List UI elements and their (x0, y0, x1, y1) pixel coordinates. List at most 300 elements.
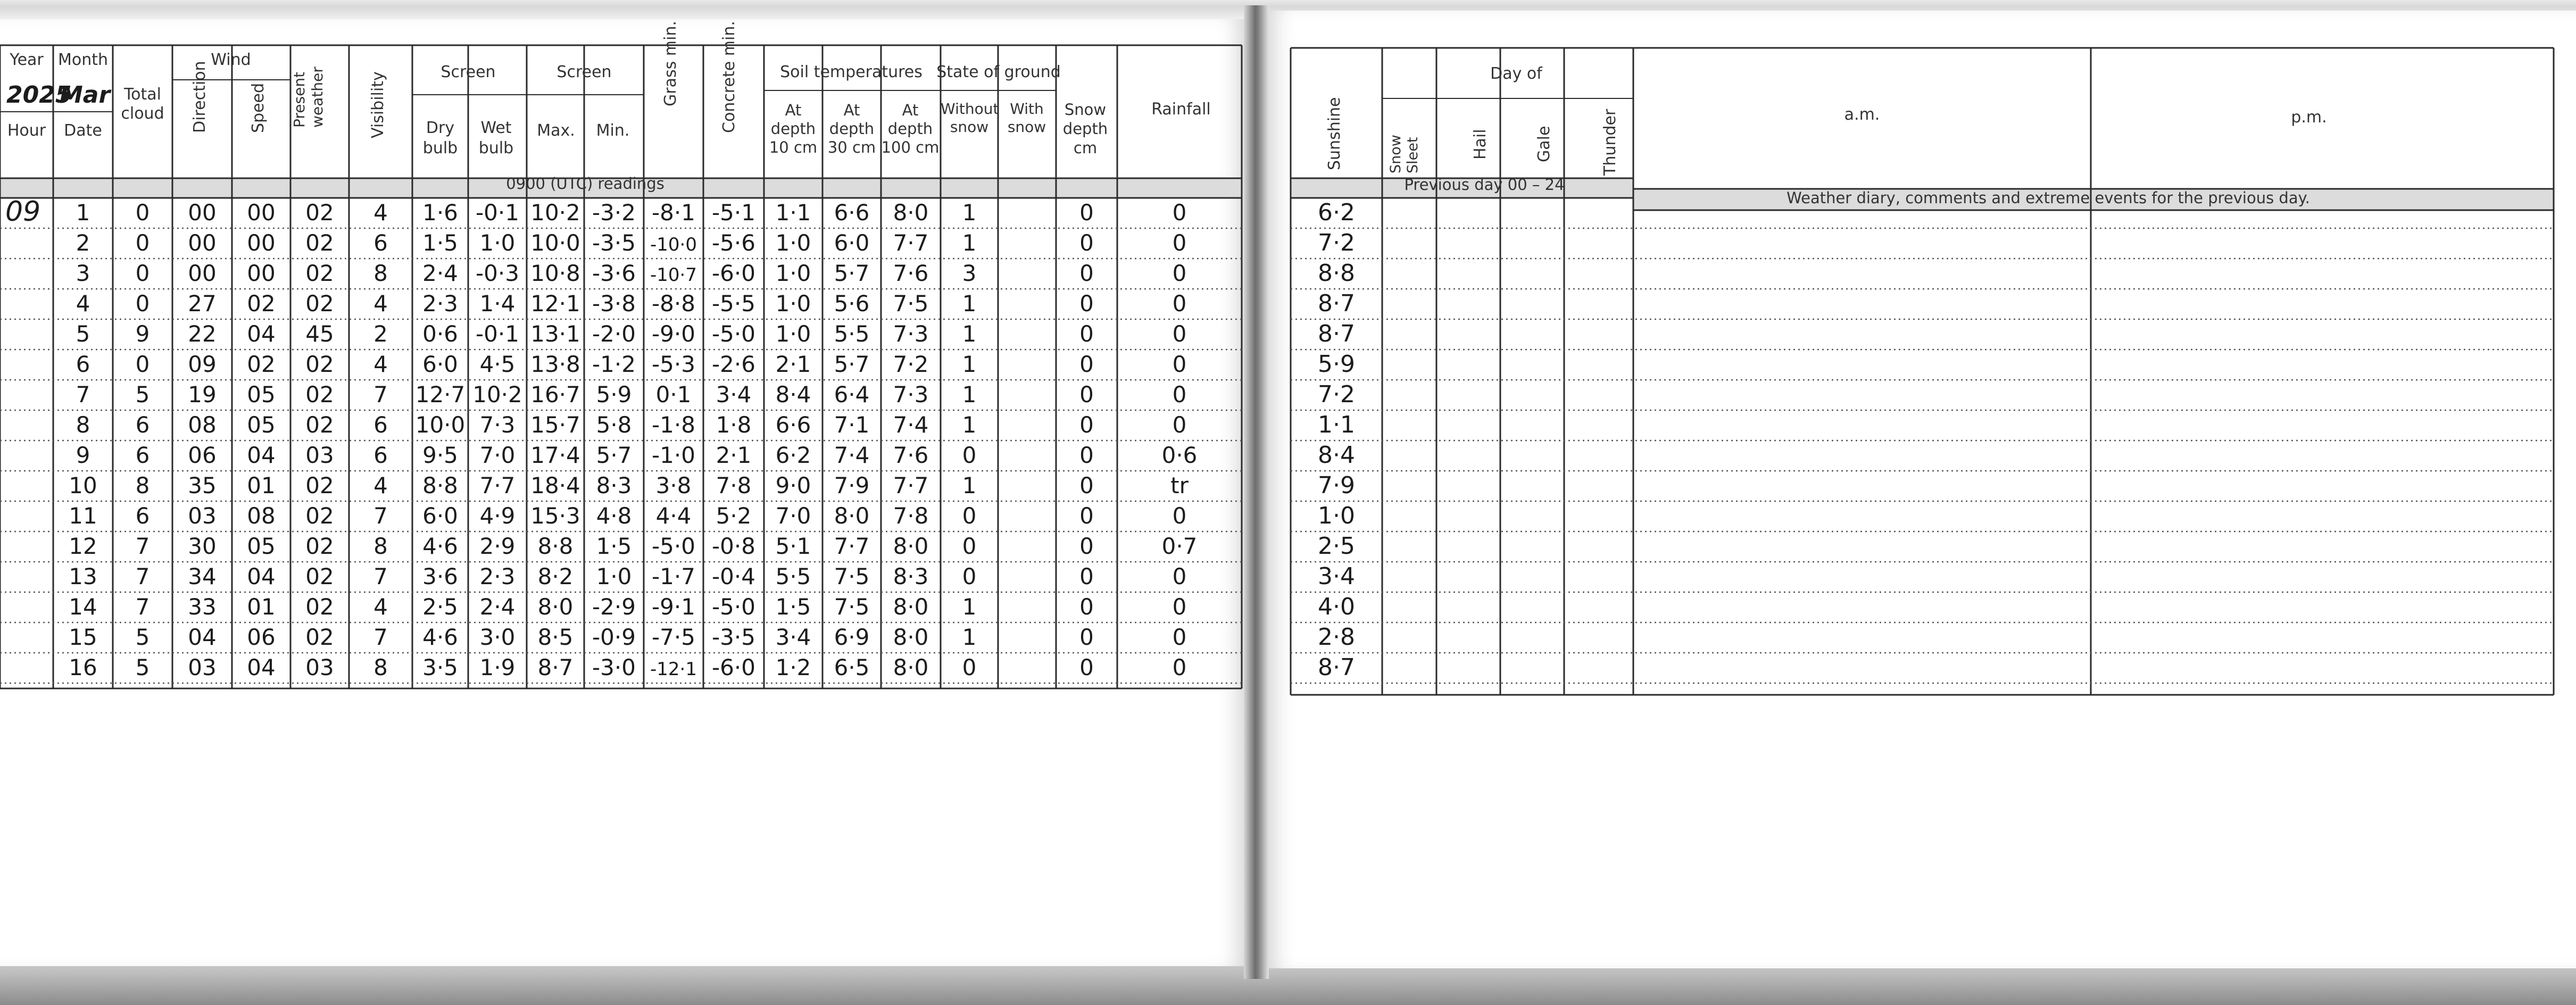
cell-without: 0 (962, 442, 977, 468)
year-value: 2025 (6, 81, 72, 109)
cell-speed: 08 (247, 503, 276, 529)
cell-vis: 8 (373, 533, 388, 559)
cell-date: 6 (76, 351, 90, 377)
cell-snow: 0 (1079, 260, 1094, 286)
diary-band-label: Weather diary, comments and extreme events for the previous day. (1786, 189, 2310, 207)
cell-rain: 0 (1172, 381, 1187, 408)
cell-concrete: 5·2 (716, 503, 752, 529)
cell-vis: 4 (373, 472, 388, 499)
cell-grass: 0·1 (655, 381, 692, 408)
sunshine-value: 7·2 (1318, 229, 1355, 256)
cell-dir: 03 (188, 654, 217, 680)
cell-max: 8·0 (537, 594, 574, 620)
cell-cloud: 5 (135, 381, 150, 408)
cell-wx: 02 (305, 351, 334, 377)
cell-s30: 6·0 (834, 230, 870, 256)
cell-min: 1·5 (596, 533, 632, 559)
cell-wx: 02 (305, 563, 334, 589)
cell-wet: 1·9 (479, 654, 516, 680)
cell-rain: 0 (1172, 563, 1187, 589)
cell-speed: 00 (247, 200, 276, 226)
cell-wet: 2·9 (479, 533, 516, 559)
cell-max: 10·0 (530, 230, 580, 256)
cell-max: 15·7 (530, 412, 580, 438)
cell-wet: 1·4 (479, 290, 516, 317)
cell-min: 5·7 (596, 442, 632, 468)
cell-max: 8·2 (537, 563, 574, 589)
header-grass-min: Grass min. (661, 21, 680, 106)
cell-vis: 8 (373, 654, 388, 680)
cell-s30: 5·7 (834, 351, 870, 377)
header-hour: Hour (7, 121, 46, 140)
cell-without: 1 (962, 594, 977, 620)
cell-wx: 02 (305, 200, 334, 226)
cell-speed: 05 (247, 381, 276, 408)
cell-s10: 1·0 (775, 321, 811, 347)
cell-speed: 02 (247, 351, 276, 377)
previous-day-band-label: Previous day 00 – 24 (1404, 176, 1565, 194)
cell-max: 8·7 (537, 654, 574, 680)
cell-vis: 6 (373, 230, 388, 256)
cell-min: 1·0 (596, 563, 632, 589)
cell-snow: 0 (1079, 472, 1094, 499)
sunshine-value: 5·9 (1318, 351, 1355, 378)
cell-grass: 3·8 (655, 472, 692, 499)
cell-s30: 7·9 (834, 472, 870, 499)
cell-without: 1 (962, 472, 977, 499)
cell-s30: 8·0 (834, 503, 870, 529)
cell-dir: 06 (188, 442, 217, 468)
cell-s10: 8·4 (775, 381, 811, 408)
header-date: Date (64, 121, 102, 140)
cell-dry: 4·6 (422, 533, 458, 559)
cell-s10: 7·0 (775, 503, 811, 529)
cell-concrete: -3·5 (712, 624, 755, 650)
cell-grass: -5·3 (652, 351, 695, 377)
cell-s30: 6·4 (834, 381, 870, 408)
cell-wet: 1·0 (479, 230, 516, 256)
cell-min: 5·9 (596, 381, 632, 408)
cell-cloud: 0 (135, 290, 150, 317)
cell-s10: 6·2 (775, 442, 811, 468)
cell-snow: 0 (1079, 230, 1094, 256)
cell-max: 12·1 (530, 290, 580, 317)
cell-wet: -0·1 (476, 321, 519, 347)
cell-s30: 7·4 (834, 442, 870, 468)
cell-date: 3 (76, 260, 90, 286)
cell-s10: 3·4 (775, 624, 811, 650)
cell-date: 9 (76, 442, 90, 468)
cell-wx: 02 (305, 381, 334, 408)
sunshine-value: 8·7 (1318, 654, 1355, 681)
cell-date: 8 (76, 412, 90, 438)
cell-dry: 1·6 (422, 200, 458, 226)
header-concrete-min: Concrete min. (720, 21, 738, 133)
cell-concrete: -0·4 (712, 563, 755, 589)
cell-dry: 9·5 (422, 442, 458, 468)
cell-concrete: 2·1 (716, 442, 752, 468)
cell-snow: 0 (1079, 381, 1094, 408)
cell-date: 11 (69, 503, 97, 529)
header-state-of-ground: State of ground (936, 63, 1061, 81)
header-year: Year (10, 51, 44, 69)
cell-rain: 0 (1172, 351, 1187, 377)
cell-dir: 35 (188, 472, 217, 499)
header-present-weather: Present weather (290, 67, 326, 128)
cell-cloud: 6 (135, 412, 150, 438)
sunshine-value: 2·8 (1318, 624, 1355, 651)
cell-wet: -0·3 (476, 260, 519, 286)
sunshine-value: 8·8 (1318, 260, 1355, 287)
cell-grass: -8·1 (652, 200, 695, 226)
cell-s10: 2·1 (775, 351, 811, 377)
cell-s100: 7·6 (893, 260, 929, 286)
cell-s10: 1·5 (775, 594, 811, 620)
cell-without: 1 (962, 351, 977, 377)
cell-min: 8·3 (596, 472, 632, 499)
cell-min: -3·6 (592, 260, 636, 286)
cell-vis: 4 (373, 594, 388, 620)
cell-speed: 01 (247, 472, 276, 499)
cell-dry: 8·8 (422, 472, 458, 499)
cell-wx: 03 (305, 654, 334, 680)
cell-dir: 04 (188, 624, 217, 650)
cell-max: 13·1 (530, 321, 580, 347)
cell-dry: 1·5 (422, 230, 458, 256)
header-hail: Hail (1471, 129, 1490, 160)
cell-snow: 0 (1079, 533, 1094, 559)
cell-rain: 0 (1172, 412, 1187, 438)
cell-wx: 02 (305, 503, 334, 529)
cell-s10: 1·0 (775, 290, 811, 317)
cell-cloud: 7 (135, 563, 150, 589)
header-visibility: Visibility (369, 71, 387, 138)
header-sunshine: Sunshine (1325, 97, 1344, 170)
cell-dry: 2·5 (422, 594, 458, 620)
cell-vis: 2 (373, 321, 388, 347)
cell-without: 0 (962, 654, 977, 680)
sunshine-value: 7·2 (1318, 381, 1355, 408)
cell-s30: 7·7 (834, 533, 870, 559)
cell-snow: 0 (1079, 442, 1094, 468)
cell-dry: 2·4 (422, 260, 458, 286)
cell-grass: -9·1 (652, 594, 695, 620)
cell-snow: 0 (1079, 290, 1094, 317)
cell-dir: 33 (188, 594, 217, 620)
header-snow-sleet: Snow Sleet (1387, 135, 1421, 173)
cell-without: 1 (962, 200, 977, 226)
cell-s10: 5·1 (775, 533, 811, 559)
cell-date: 2 (76, 230, 90, 256)
cell-speed: 06 (247, 624, 276, 650)
header-without-snow: Without snow (941, 100, 999, 136)
cell-vis: 7 (373, 563, 388, 589)
cell-wx: 03 (305, 442, 334, 468)
cell-concrete: -5·6 (712, 230, 755, 256)
header-dry-bulb: Dry bulb (422, 119, 458, 157)
header-at-100: At depth 100 cm (881, 101, 940, 156)
cell-speed: 04 (247, 563, 276, 589)
cell-concrete: 7·8 (716, 472, 752, 499)
cell-max: 10·2 (530, 200, 580, 226)
cell-rain: 0 (1172, 200, 1187, 226)
cell-speed: 00 (247, 230, 276, 256)
sunshine-value: 7·9 (1318, 472, 1355, 499)
cell-vis: 4 (373, 290, 388, 317)
cell-s100: 8·0 (893, 200, 929, 226)
cell-rain: 0·6 (1161, 442, 1198, 468)
cell-date: 1 (76, 200, 90, 226)
cell-snow: 0 (1079, 351, 1094, 377)
cell-dir: 03 (188, 503, 217, 529)
header-snow-sleet-wrap (1387, 106, 1446, 176)
cell-dir: 00 (188, 200, 217, 226)
cell-concrete: -5·5 (712, 290, 755, 317)
cell-dir: 08 (188, 412, 217, 438)
cell-s10: 6·6 (775, 412, 811, 438)
header-thunder: Thunder (1601, 109, 1619, 176)
cell-grass: -5·0 (652, 533, 695, 559)
cell-min: -2·9 (592, 594, 636, 620)
cell-rain: 0 (1172, 321, 1187, 347)
cell-wx: 02 (305, 594, 334, 620)
cell-dir: 19 (188, 381, 217, 408)
sunshine-value: 3·4 (1318, 563, 1355, 590)
header-day-of: Day of (1490, 64, 1542, 83)
header-soil-temperatures: Soil temperatures (780, 63, 923, 81)
cell-vis: 4 (373, 351, 388, 377)
cell-concrete: -6·0 (712, 654, 755, 680)
header-screen-2: Screen (556, 63, 612, 81)
cell-s100: 7·5 (893, 290, 929, 317)
cell-grass: -10·0 (650, 234, 697, 255)
cell-s30: 5·6 (834, 290, 870, 317)
header-snow-depth: Snow depth cm (1062, 101, 1108, 157)
cell-s30: 6·5 (834, 654, 870, 680)
cell-cloud: 7 (135, 594, 150, 620)
cell-snow: 0 (1079, 654, 1094, 680)
cell-concrete: 1·8 (716, 412, 752, 438)
cell-max: 8·8 (537, 533, 574, 559)
cell-rain: 0 (1172, 594, 1187, 620)
cell-speed: 04 (247, 321, 276, 347)
header-gale: Gale (1535, 126, 1553, 162)
cell-date: 13 (69, 563, 97, 589)
cell-speed: 00 (247, 260, 276, 286)
cell-rain: 0 (1172, 654, 1187, 680)
cell-grass: 4·4 (655, 503, 692, 529)
cell-dry: 6·0 (422, 503, 458, 529)
cell-concrete: 3·4 (716, 381, 752, 408)
cell-cloud: 5 (135, 624, 150, 650)
cell-speed: 04 (247, 442, 276, 468)
cell-s100: 7·3 (893, 381, 929, 408)
cell-without: 0 (962, 533, 977, 559)
cell-speed: 01 (247, 594, 276, 620)
cell-rain: 0 (1172, 230, 1187, 256)
cell-date: 7 (76, 381, 90, 408)
cell-vis: 4 (373, 200, 388, 226)
cell-vis: 7 (373, 624, 388, 650)
cell-cloud: 5 (135, 654, 150, 680)
cell-snow: 0 (1079, 594, 1094, 620)
cell-s100: 7·7 (893, 472, 929, 499)
cell-s30: 6·6 (834, 200, 870, 226)
cell-concrete: -5·0 (712, 321, 755, 347)
cell-snow: 0 (1079, 321, 1094, 347)
cell-s30: 7·1 (834, 412, 870, 438)
cell-s10: 1·2 (775, 654, 811, 680)
cell-rain: 0 (1172, 503, 1187, 529)
cell-s100: 7·6 (893, 442, 929, 468)
cell-wx: 02 (305, 412, 334, 438)
cell-rain: 0·7 (1161, 533, 1198, 559)
cell-max: 15·3 (530, 503, 580, 529)
cell-without: 1 (962, 290, 977, 317)
header-speed: Speed (249, 82, 268, 133)
cell-s30: 6·9 (834, 624, 870, 650)
cell-wet: 4·9 (479, 503, 516, 529)
cell-wx: 02 (305, 533, 334, 559)
hour-value: 09 (5, 196, 41, 228)
cell-min: -1·2 (592, 351, 636, 377)
cell-s100: 7·8 (893, 503, 929, 529)
cell-max: 16·7 (530, 381, 580, 408)
cell-s100: 7·2 (893, 351, 929, 377)
cell-speed: 05 (247, 412, 276, 438)
sunshine-value: 2·5 (1318, 533, 1355, 560)
cell-vis: 6 (373, 412, 388, 438)
cell-wx: 02 (305, 624, 334, 650)
cell-snow: 0 (1079, 200, 1094, 226)
cell-dry: 2·3 (422, 290, 458, 317)
cell-cloud: 0 (135, 351, 150, 377)
cell-speed: 05 (247, 533, 276, 559)
cell-speed: 04 (247, 654, 276, 680)
cell-cloud: 9 (135, 321, 150, 347)
cell-rain: 0 (1172, 290, 1187, 317)
sunshine-value: 4·0 (1318, 593, 1355, 620)
cell-max: 8·5 (537, 624, 574, 650)
header-screen-1: Screen (441, 63, 496, 81)
cell-s100: 8·0 (893, 624, 929, 650)
cell-dry: 0·6 (422, 321, 458, 347)
cell-s10: 1·0 (775, 260, 811, 286)
cell-s100: 7·7 (893, 230, 929, 256)
sunshine-value: 8·7 (1318, 320, 1355, 347)
cell-date: 10 (69, 472, 97, 499)
cell-dir: 00 (188, 230, 217, 256)
header-at-30: At depth 30 cm (827, 101, 876, 156)
cell-rain: 0 (1172, 260, 1187, 286)
cell-date: 4 (76, 290, 90, 317)
cell-without: 1 (962, 381, 977, 408)
cell-dir: 30 (188, 533, 217, 559)
header-wind: Wind (211, 51, 251, 69)
cell-min: 4·8 (596, 503, 632, 529)
header-month: Month (57, 51, 109, 69)
header-rainfall: Rainfall (1151, 100, 1211, 119)
cell-s30: 5·5 (834, 321, 870, 347)
cell-wet: 10·2 (472, 381, 522, 408)
cell-grass: -8·8 (652, 290, 695, 317)
cell-without: 1 (962, 412, 977, 438)
header-min: Min. (596, 121, 630, 140)
cell-cloud: 7 (135, 533, 150, 559)
cell-s100: 7·3 (893, 321, 929, 347)
cell-wet: 4·5 (479, 351, 516, 377)
cell-s30: 7·5 (834, 563, 870, 589)
cell-min: -0·9 (592, 624, 636, 650)
header-with-snow: With snow (1007, 100, 1046, 136)
cell-cloud: 8 (135, 472, 150, 499)
header-max: Max. (537, 121, 575, 140)
cell-without: 1 (962, 624, 977, 650)
cell-date: 16 (69, 654, 97, 680)
cell-vis: 8 (373, 260, 388, 286)
cell-dir: 00 (188, 260, 217, 286)
cell-dir: 22 (188, 321, 217, 347)
cell-dir: 27 (188, 290, 217, 317)
cell-date: 5 (76, 321, 90, 347)
cell-dry: 3·6 (422, 563, 458, 589)
sunshine-value: 8·4 (1318, 442, 1355, 469)
cell-date: 12 (69, 533, 97, 559)
cell-cloud: 0 (135, 260, 150, 286)
cell-wet: -0·1 (476, 200, 519, 226)
header-wet-bulb: Wet bulb (478, 119, 514, 157)
cell-s10: 1·0 (775, 230, 811, 256)
cell-without: 0 (962, 563, 977, 589)
cell-snow: 0 (1079, 412, 1094, 438)
cell-concrete: -5·1 (712, 200, 755, 226)
cell-min: -2·0 (592, 321, 636, 347)
cell-rain: 0 (1172, 624, 1187, 650)
cell-without: 1 (962, 321, 977, 347)
cell-s100: 8·3 (893, 563, 929, 589)
header-total-cloud: Total cloud (121, 85, 164, 123)
cell-s100: 8·0 (893, 533, 929, 559)
cell-cloud: 6 (135, 442, 150, 468)
sunshine-value: 1·0 (1318, 502, 1355, 529)
cell-speed: 02 (247, 290, 276, 317)
cell-vis: 7 (373, 381, 388, 408)
cell-wx: 02 (305, 260, 334, 286)
cell-date: 14 (69, 594, 97, 620)
cell-grass: -9·0 (652, 321, 695, 347)
cell-rain: tr (1170, 472, 1189, 499)
cell-without: 3 (962, 260, 977, 286)
cell-s10: 5·5 (775, 563, 811, 589)
cell-wet: 7·3 (479, 412, 516, 438)
cell-without: 1 (962, 230, 977, 256)
cell-max: 13·8 (530, 351, 580, 377)
cell-snow: 0 (1079, 624, 1094, 650)
header-direction: Direction (190, 61, 209, 133)
sunshine-value: 8·7 (1318, 290, 1355, 317)
cell-wet: 3·0 (479, 624, 516, 650)
cell-without: 0 (962, 503, 977, 529)
cell-vis: 7 (373, 503, 388, 529)
cell-s10: 9·0 (775, 472, 811, 499)
cell-s100: 8·0 (893, 654, 929, 680)
cell-dry: 10·0 (415, 412, 466, 438)
cell-s100: 7·4 (893, 412, 929, 438)
cell-s30: 5·7 (834, 260, 870, 286)
cell-min: -3·0 (592, 654, 636, 680)
cell-grass: -1·0 (652, 442, 695, 468)
cell-dir: 09 (188, 351, 217, 377)
